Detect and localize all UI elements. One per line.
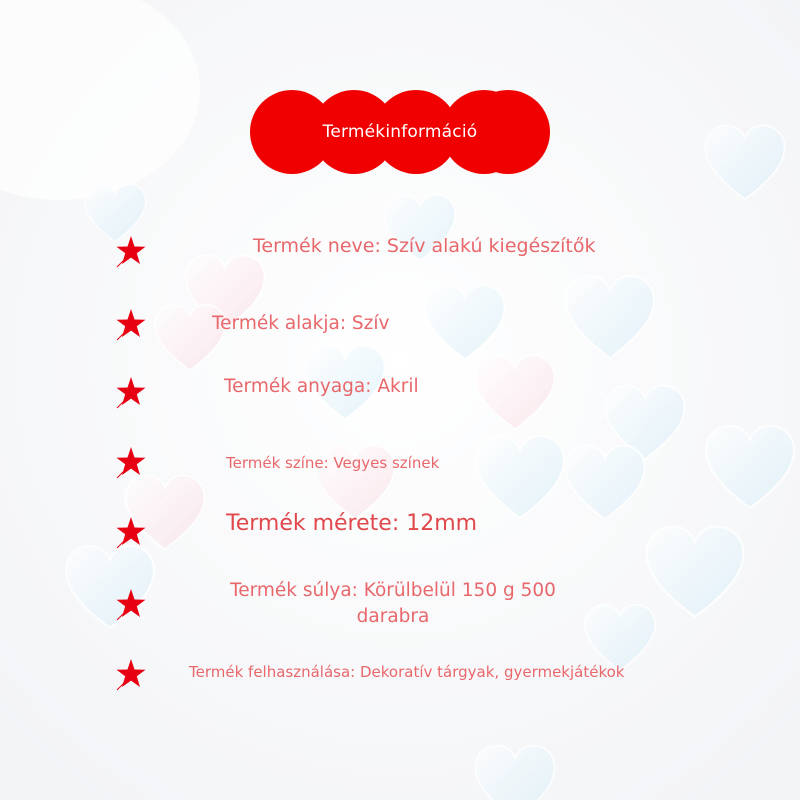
red-star-icon bbox=[114, 234, 148, 268]
red-star-icon bbox=[114, 515, 148, 549]
product-weight-text: Termék súlya: Körülbelül 150 g 500 darabra bbox=[230, 580, 556, 627]
red-star-icon bbox=[114, 657, 148, 691]
red-star-icon bbox=[114, 587, 148, 621]
red-star-icon bbox=[114, 307, 148, 341]
product-name-text: Termék neve: Szív alakú kiegészítők bbox=[253, 235, 596, 257]
product-shape-text: Termék alakja: Szív bbox=[212, 313, 390, 334]
product-info-banner bbox=[250, 90, 550, 174]
red-star-icon bbox=[114, 445, 148, 479]
product-usage-text: Termék felhasználása: Dekoratív tárgyak, gyermekjátékok bbox=[189, 663, 625, 681]
product-material-text: Termék anyaga: Akril bbox=[224, 376, 419, 397]
product-size-text: Termék mérete: 12mm bbox=[226, 511, 478, 536]
banner-title: Termékinformáció bbox=[322, 122, 478, 142]
red-star-icon bbox=[114, 375, 148, 409]
product-color-text: Termék színe: Vegyes színek bbox=[226, 454, 440, 472]
